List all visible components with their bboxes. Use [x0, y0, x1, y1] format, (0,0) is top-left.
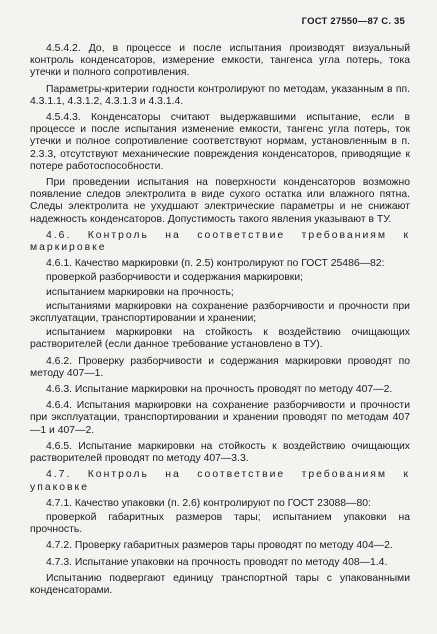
paragraph: При проведении испытания на поверхности конденсаторов возможно появление следов электролита в виде сухого остатка или влажного пятна. Следы электролита не ухудшают электрические параметры и не снижают надежность конденсаторов. Допустимость такого явления указывают в ТУ. [30, 177, 410, 225]
paragraph: 4.5.4.3. Конденсаторы считают выдержавшими испытание, если в процессе и после испытания изменение емкости, тангенс угла потерь, ток утечки и полное сопротивление соответствуют нормам, установленным в п. 2.3.3, отсутствуют механические повреждения конденсаторов, приводящие к потере работоспособности. [30, 112, 410, 172]
section-heading: 4.6. Контроль на соответствие требованиям к маркировке [30, 229, 410, 254]
section-heading: 4.7. Контроль на соответствие требованиям к упаковке [30, 469, 410, 493]
paragraph: 4.6.4. Испытания маркировки на сохранение разборчивости и прочности при эксплуатации, транспортировании и хранении проводят по методам 407—1 и 407—2. [30, 400, 410, 436]
paragraph: 4.6.3. Испытание маркировки на прочность проводят по методу 407—2. [46, 384, 393, 396]
paragraph: 4.6.5. Испытание маркировки на стойкость к воздействию очищающих растворителей проводят по методу 407—3.3. [30, 440, 410, 465]
paragraph: 4.5.4.2. До, в процессе и после испытания производят визуальный контроль конденсаторов, измерение емкости, тангенса угла потерь, тока утечки и полного сопротивления. [30, 43, 410, 79]
list-item: испытанием маркировки на стойкость к воздействию очищающих растворителей (если данное требование установлено в ТУ). [30, 327, 410, 351]
paragraph: 4.6.2. Проверку разборчивости и содержания маркировки проводят по методу 407—1. [30, 355, 410, 379]
body-text [30, 43, 410, 601]
list-item: проверкой габаритных размеров тары; испытанием упаковки на прочность. [30, 511, 410, 536]
paragraph: Параметры-критерии годности контролируют по методам, указанным в пп. 4.3.1.1, 4.3.1.2, 4.3.1.3 и 4.3.1.4. [30, 83, 410, 107]
list-item: испытаниями маркировки на сохранение разборчивости и прочности при эксплуатации, транспортировании и хранении; [30, 300, 410, 325]
list-item: проверкой разборчивости и содержания маркировки; [46, 272, 304, 284]
paragraph: 4.7.3. Испытание упаковки на прочность проводят по методу 408—1.4. [46, 556, 388, 568]
list-item: испытанием маркировки на прочность; [46, 286, 234, 298]
running-header: ГОСТ 27550—87 С. 35 [301, 16, 405, 27]
paragraph: 4.7.1. Качество упаковки (п. 2.6) контролируют по ГОСТ 23088—80: [46, 497, 371, 509]
paragraph: 4.6.1. Качество маркировки (п. 2.5) контролируют по ГОСТ 25486—82: [46, 258, 385, 270]
paragraph: Испытанию подвергают единицу транспортной тары с упакованными конденсаторами. [30, 572, 410, 596]
paragraph: 4.7.2. Проверку габаритных размеров тары проводят по методу 404—2. [46, 540, 393, 552]
